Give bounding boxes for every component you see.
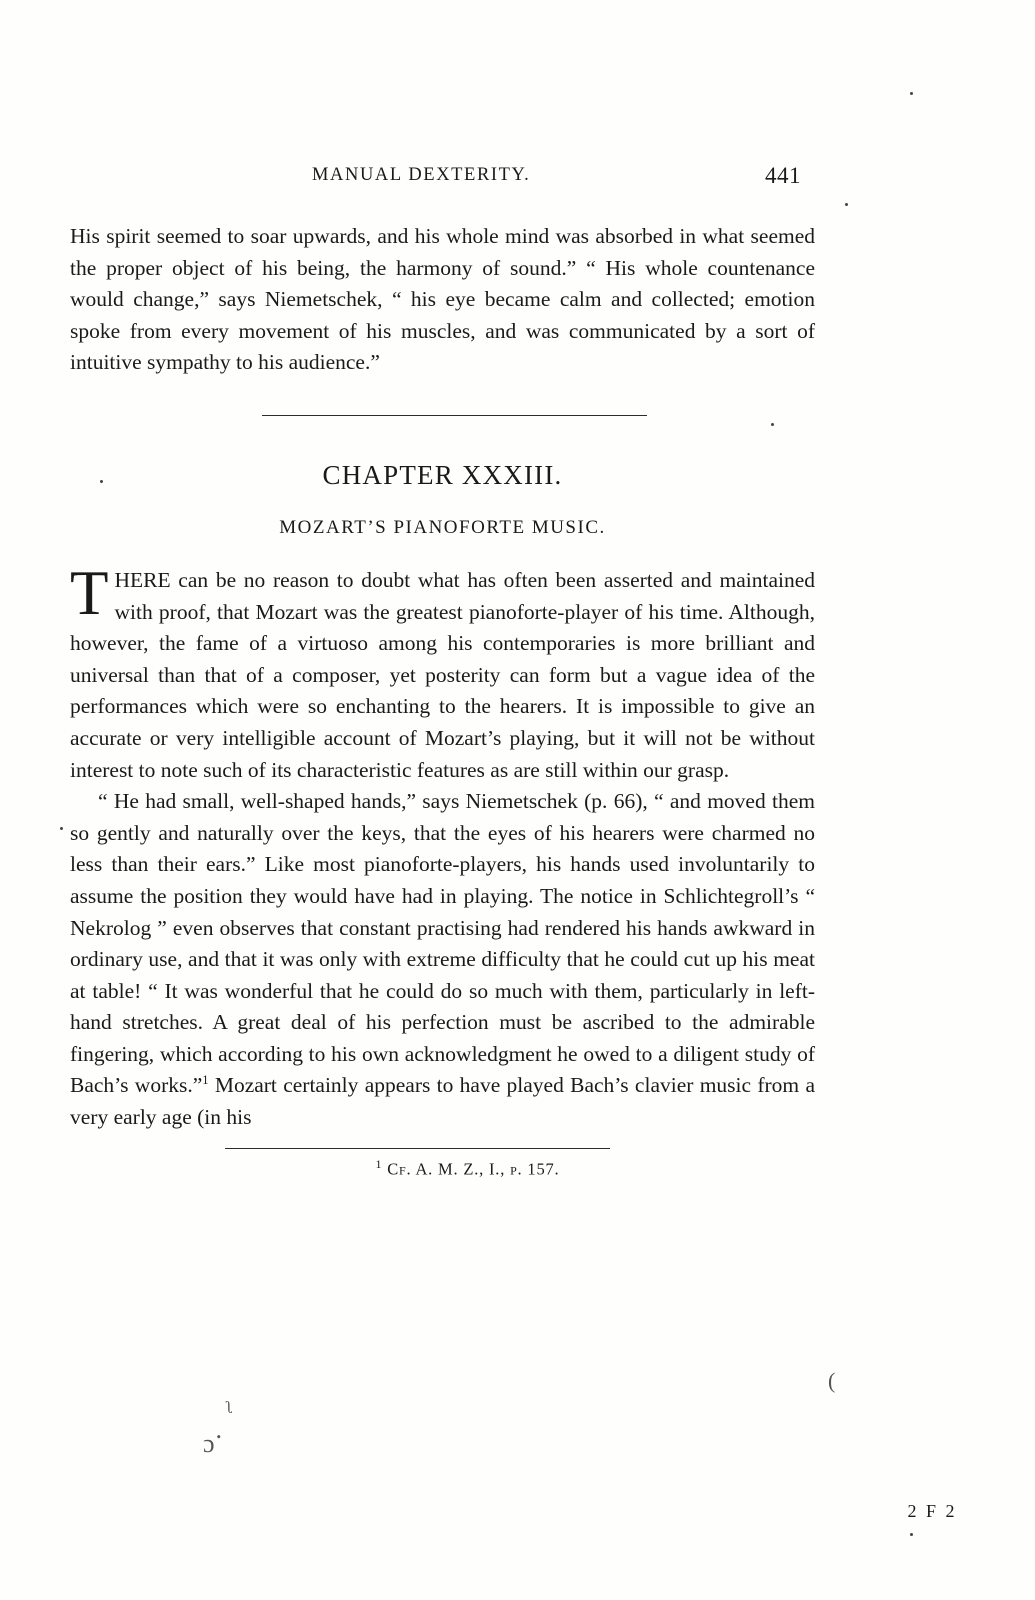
section-divider bbox=[262, 415, 647, 416]
page-speck-bottom-right bbox=[910, 1533, 913, 1536]
page-speck-top-right bbox=[910, 92, 913, 95]
footnote-text: Cf. A. M. Z., I., p. 157. bbox=[387, 1159, 560, 1179]
paragraph-two-tail: Mozart certainly appears to have played Bach’s clavier music from a very early age (in his bbox=[70, 1073, 815, 1130]
chapter-first-paragraph-text: HERE can be no reason to doubt what has often been asserted and maintained with proof, that Mozart was the greatest pianoforte-player of his time. Although, however, the fame of a virtuoso among his contemporaries is more brilliant and universal than that of a composer, yet posterity can form but a vague idea of the performances which were so enchanting to the hearers. It is impossible to give an accurate or very intelligible account of Mozart’s playing, but it will not be without interest to note such of its characteristic features as are still within our grasp. bbox=[70, 567, 815, 782]
chapter-subtitle: MOZART’S PIANOFORTE MUSIC. bbox=[279, 516, 606, 538]
paragraph-two bbox=[70, 786, 815, 1134]
paragraph-two-text: “ He had small, well-shaped hands,” says Niemetschek (p. 66), “ and moved them so gently and naturally over the keys, that the eyes of his hearers were charmed no less than their ears.” Like most pianoforte-players, his hands used involuntarily to assume the position they would have had in playing. The notice in Schlichtegroll’s “ Nekrolog ” even observes that constant practising had rendered his hands awkward in ordinary use, and that it was only with extreme difficulty that he could cut up his meat at table! “ It was wonderful that he could do so much with them, particularly in left-hand stretches. A great deal of his perfection must be ascribed to the admirable fingering, which according to his own acknowledgment he owed to a diligent study of Bach’s works.” bbox=[70, 789, 815, 1098]
footnote-reference: 1 bbox=[202, 1073, 209, 1088]
signature-mark: 2 F 2 bbox=[907, 1501, 957, 1521]
chapter-title: CHAPTER XXXIII. bbox=[322, 459, 563, 490]
page-speck-right-text bbox=[771, 423, 774, 426]
page-speck-right-head bbox=[845, 203, 848, 206]
pencil-mark-small: ʅ bbox=[226, 1398, 234, 1417]
running-head-title: MANUAL DEXTERITY. bbox=[312, 165, 531, 185]
footnote-divider bbox=[225, 1148, 610, 1149]
drop-cap: T bbox=[70, 557, 109, 628]
page-number: 441 bbox=[765, 163, 801, 188]
running-head bbox=[70, 165, 815, 199]
page-content bbox=[70, 165, 815, 1179]
footnote bbox=[120, 1157, 815, 1180]
continued-paragraph: His spirit seemed to soar upwards, and his whole mind was absorbed in what seemed the proper object of his being, the harmony of sound.” “ His whole countenance would change,” says Niemetschek, “ his eye became calm and collected; emotion spoke from every movement of his muscles, and was communicated by a sort of intuitive sympathy to his audience.” bbox=[70, 224, 815, 375]
pencil-mark-right: ( bbox=[828, 1368, 836, 1393]
pencil-mark-left: ɔॱ bbox=[203, 1429, 223, 1458]
page-speck-left-upper bbox=[100, 480, 103, 483]
chapter-first-paragraph bbox=[70, 557, 815, 786]
footnote-marker: 1 bbox=[375, 1156, 383, 1171]
page-speck-left-mid bbox=[60, 827, 63, 830]
